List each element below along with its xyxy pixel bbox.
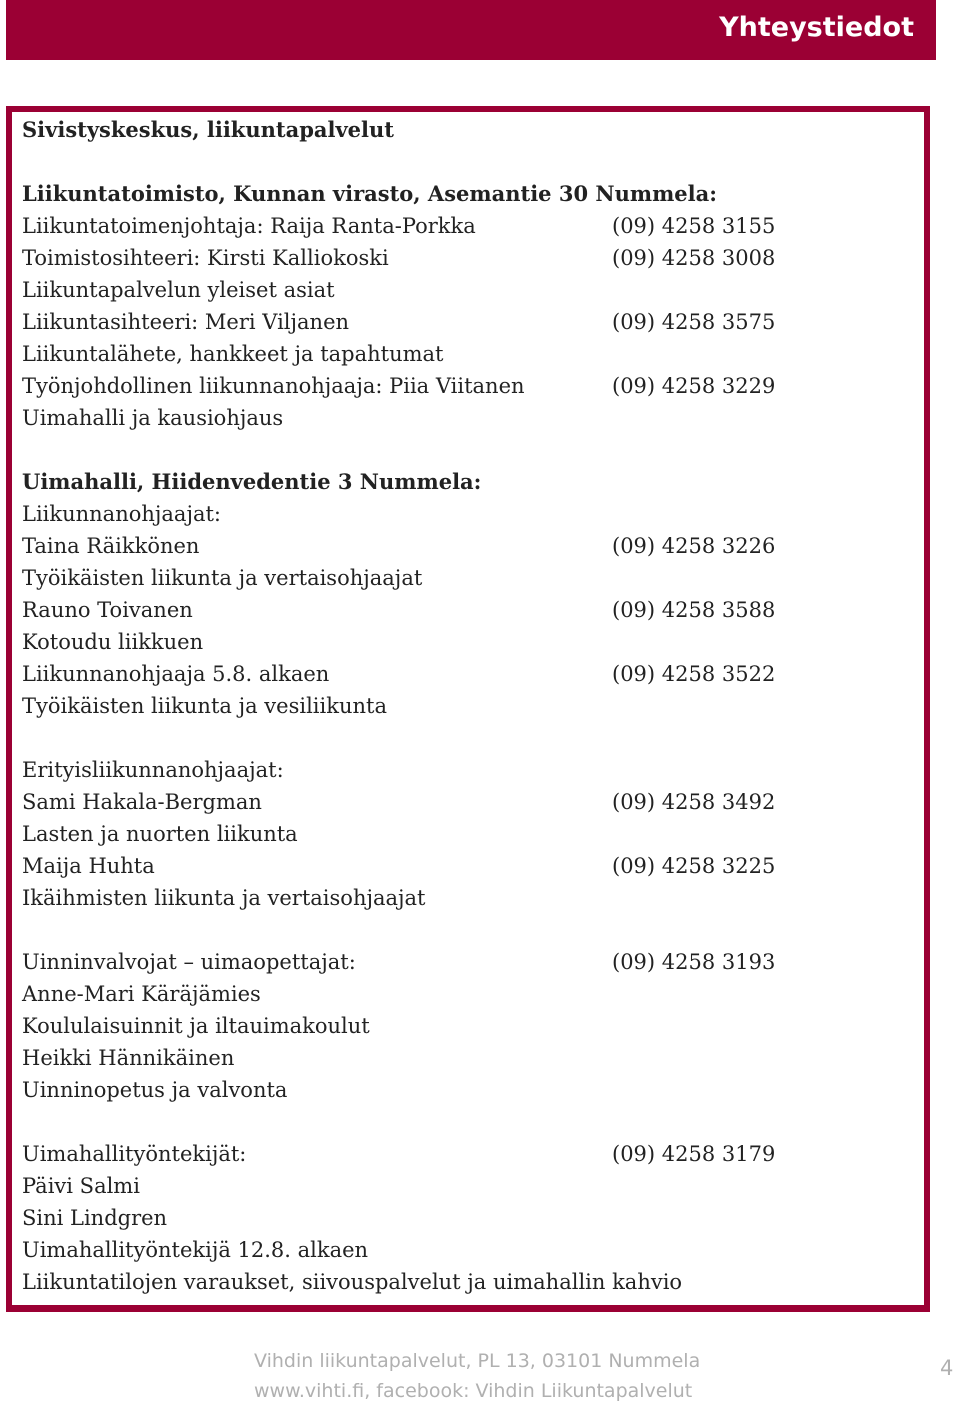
footer-address: Vihdin liikuntapalvelut, PL 13, 03101 Nummela — [254, 1350, 701, 1372]
contact-line: Työikäisten liikunta ja vertaisohjaajat — [22, 566, 423, 590]
contact-line: Rauno Toivanen — [22, 598, 193, 622]
page-number: 4 — [940, 1356, 954, 1380]
phone-number: (09) 4258 3522 — [612, 662, 776, 686]
contact-line: Toimistosihteeri: Kirsti Kalliokoski — [22, 246, 389, 270]
contact-line: Päivi Salmi — [22, 1174, 140, 1198]
page-title: Yhteystiedot — [719, 12, 914, 43]
phone-number: (09) 4258 3229 — [612, 374, 776, 398]
office-heading: Liikuntatoimisto, Kunnan virasto, Asemantie 30 Nummela: — [22, 181, 717, 206]
phone-number: (09) 4258 3008 — [612, 246, 776, 270]
contact-line: Liikuntapalvelun yleiset asiat — [22, 278, 335, 302]
section-title: Sivistyskeskus, liikuntapalvelut — [22, 117, 394, 142]
contact-line: Sini Lindgren — [22, 1206, 168, 1230]
special-heading: Erityisliikunnanohjaajat: — [22, 758, 284, 782]
contact-line: Anne-Mari Käräjämies — [22, 982, 261, 1006]
phone-number: (09) 4258 3155 — [612, 214, 776, 238]
contact-line: Heikki Hännikäinen — [22, 1046, 235, 1070]
contact-line: Sami Hakala-Bergman — [22, 790, 262, 814]
phone-number: (09) 4258 3588 — [612, 598, 776, 622]
phone-number: (09) 4258 3193 — [612, 950, 776, 974]
contact-line: Uimahallityöntekijä 12.8. alkaen — [22, 1238, 369, 1262]
contact-line: Taina Räikkönen — [22, 534, 200, 558]
contact-line: Liikuntatilojen varaukset, siivouspalvelut ja uimahallin kahvio — [22, 1270, 683, 1294]
contact-line: Kotoudu liikkuen — [22, 630, 204, 654]
contact-line: Maija Huhta — [22, 854, 155, 878]
contact-line: Työnjohdollinen liikunnanohjaaja: Piia Viitanen — [22, 374, 525, 398]
contact-line: Liikuntatoimenjohtaja: Raija Ranta-Porkka — [22, 214, 476, 238]
contact-line: Ikäihmisten liikunta ja vertaisohjaajat — [22, 886, 426, 910]
contact-line: Uinninopetus ja valvonta — [22, 1078, 288, 1102]
lifeguards-heading: Uinninvalvojat – uimaopettajat: — [22, 950, 356, 974]
phone-number: (09) 4258 3225 — [612, 854, 776, 878]
contact-line: Työikäisten liikunta ja vesiliikunta — [22, 694, 387, 718]
contact-line: Uimahalli ja kausiohjaus — [22, 406, 284, 430]
contact-line: Liikunnanohjaaja 5.8. alkaen — [22, 662, 330, 686]
phone-number: (09) 4258 3226 — [612, 534, 776, 558]
phone-number: (09) 4258 3179 — [612, 1142, 776, 1166]
contact-line: Liikunnanohjaajat: — [22, 502, 221, 526]
contact-line: Koululaisuinnit ja iltauimakoulut — [22, 1014, 370, 1038]
phone-number: (09) 4258 3575 — [612, 310, 776, 334]
contact-line: Lasten ja nuorten liikunta — [22, 822, 298, 846]
contact-line: Liikuntasihteeri: Meri Viljanen — [22, 310, 350, 334]
contact-line: Liikuntalähete, hankkeet ja tapahtumat — [22, 342, 444, 366]
pool-heading: Uimahalli, Hiidenvedentie 3 Nummela: — [22, 469, 482, 494]
staff-heading: Uimahallityöntekijät: — [22, 1142, 247, 1166]
phone-number: (09) 4258 3492 — [612, 790, 776, 814]
header-banner — [6, 0, 936, 60]
footer-web: www.vihti.fi, facebook: Vihdin Liikuntapalvelut — [254, 1380, 693, 1402]
